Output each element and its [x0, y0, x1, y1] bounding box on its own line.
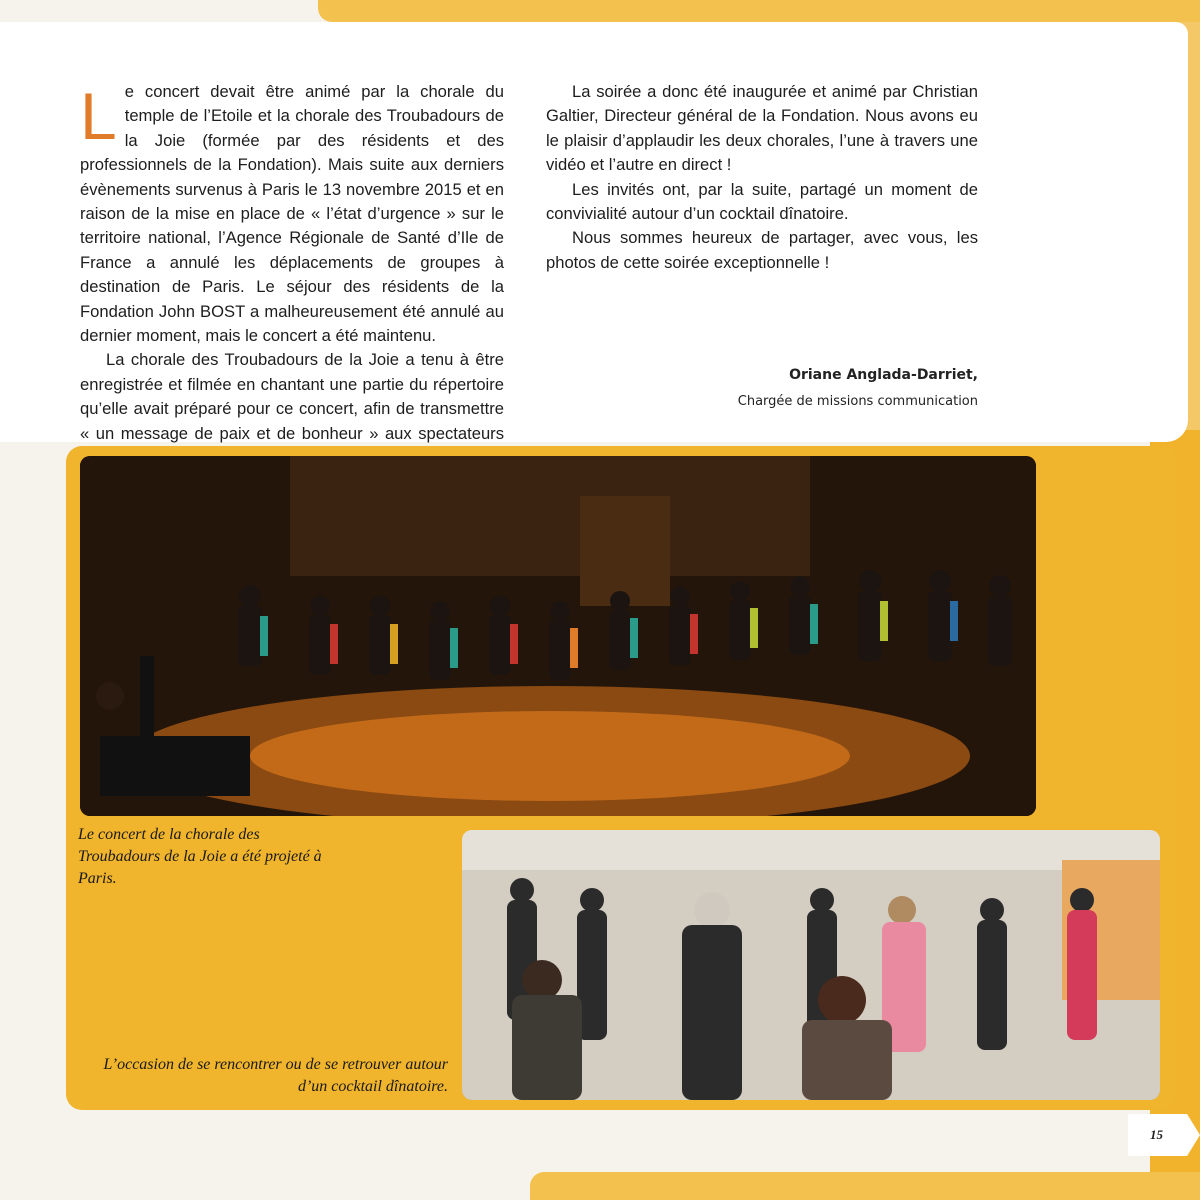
article-column-right-content — [546, 80, 978, 275]
concert-photo — [80, 456, 1036, 816]
drop-cap: L — [80, 79, 117, 153]
bottom-decor-tab — [530, 1172, 1200, 1200]
paragraph-evening-text: La soirée a donc été inaugurée et animé par Christian Galtier, Directeur général de la Fondation. Nous avons eu le plaisir d’applaudir les deux chorales, l’une à travers une vidéo et l’autre en direct ! — [546, 82, 978, 175]
paragraph-photos-text: Nous sommes heureux de partager, avec vous, les photos de cette soirée exceptionnelle ! — [546, 228, 978, 272]
paragraph-intro — [80, 80, 504, 348]
page-number-tab — [1128, 1114, 1200, 1156]
cocktail-photo — [462, 830, 1160, 1100]
author-role: Chargée de missions communication — [737, 394, 978, 409]
paragraph-guests — [546, 178, 978, 227]
concert-photo-image — [80, 456, 1036, 816]
page-number: 15 — [1150, 1127, 1163, 1142]
cocktail-photo-image — [462, 830, 1160, 1100]
paragraph-photos — [546, 226, 978, 275]
caption-concert: Le concert de la chorale des Troubadours de la Joie a été projeté à Paris. — [78, 826, 322, 887]
paragraph-intro-text: e concert devait être animé par la chorale du temple de l’Etoile et la chorale des Troubadours de la Joie (formée par des résidents et des professionnels de la Fondation). Mais suite aux derniers évènements survenus à Paris le 13 novembre 2015 et en raison de la mise en place de « l’état d’urgence » sur le territoire national, l’Agence Régionale de Santé d’Ile de France a annulé les déplacements de groupes à destination de Paris. Le séjour des résidents de la Fondation John BOST a malheureusement été annulé au dernier moment, mais le concert a été maintenu. — [80, 82, 504, 346]
top-decor-tab — [318, 0, 1200, 22]
article-column-right — [546, 80, 978, 350]
paragraph-guests-text: Les invités ont, par la suite, partagé un moment de convivialité autour d’un cocktail dînatoire. — [546, 179, 978, 224]
paragraph-evening — [546, 80, 978, 178]
paragraph-choir-text: La chorale des Troubadours de la Joie a tenu à être enregistrée et filmée en chantant une partie du répertoire qu’elle avait préparé pour ce concert, afin de transmettre « un message de paix et de bonheur » aux spectateurs — [80, 350, 504, 443]
author-name: Oriane Anglada-Darriet, — [789, 367, 978, 383]
caption-cocktail: L’occasion de se rencontrer ou de se retrouver autour d’un cocktail dînatoire. — [103, 1056, 448, 1095]
article-column-left — [80, 80, 504, 471]
